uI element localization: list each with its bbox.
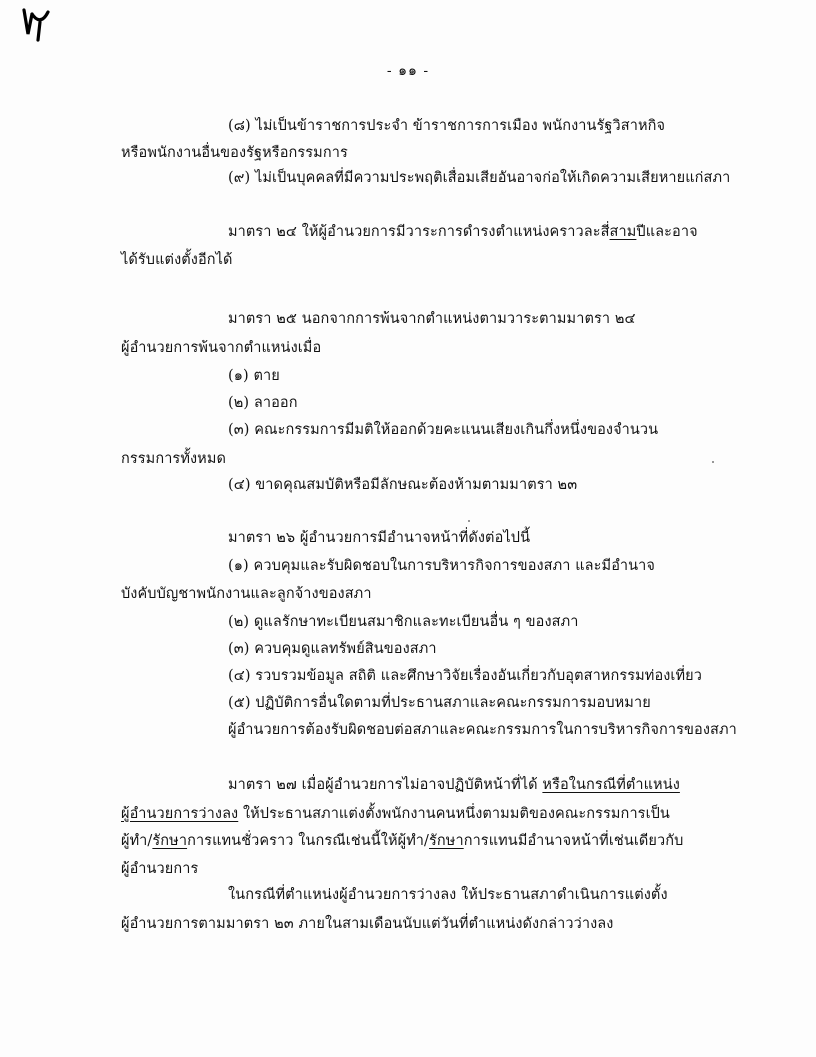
list-item: (๓) คณะกรรมการมีมติให้ออกด้วยคะแนนเสียงเกินกึ่งหนึ่งของจำนวน [228, 422, 659, 438]
underlined-text: ผู้อำนวยการว่างลง [121, 806, 239, 822]
text-line [121, 804, 670, 824]
underlined-text: รักษา [152, 833, 188, 849]
text-line: ผู้อำนวยการพ้นจากตำแหน่งเมื่อ [121, 340, 322, 356]
text-segment: ผู้ทำ/ [121, 833, 153, 849]
text-line: บังคับบัญชาพนักงานและลูกจ้างของสภา [121, 586, 372, 602]
text-segment: การแทนมีอำนาจหน้าที่เช่นเดียวกับ [463, 833, 684, 849]
section-27-line [228, 775, 680, 795]
text-segment: ปีและอาจ [636, 224, 698, 240]
text-line [121, 831, 683, 851]
handwritten-mark [18, 4, 58, 44]
text-segment: มาตรา ๒๔ ให้ผู้อำนวยการมีวาระการดำรงตำแหน่งคราวละสี่ [228, 224, 610, 240]
text-line: (๘) ไม่เป็นข้าราชการประจำ ข้าราชการการเมือง พนักงานรัฐวิสาหกิจ [228, 118, 666, 134]
section-24-line [228, 222, 698, 242]
text-line: กรรมการทั้งหมด [121, 451, 226, 467]
underlined-text: สาม [609, 224, 637, 240]
section-heading: มาตรา ๒๕ นอกจากการพ้นจากตำแหน่งตามวาระตามมาตรา ๒๔ [228, 311, 636, 327]
text-line: หรือพนักงานอื่นของรัฐหรือกรรมการ [121, 145, 348, 161]
scan-speck [712, 461, 714, 463]
list-item: (๑) ตาย [228, 368, 280, 384]
list-item: (๔) ขาดคุณสมบัติหรือมีลักษณะต้องห้ามตามมาตรา ๒๓ [228, 477, 578, 493]
text-line: ผู้อำนวยการ [121, 861, 199, 877]
underlined-text: รักษา [429, 833, 464, 849]
text-line: ผู้อำนวยการต้องรับผิดชอบต่อสภาและคณะกรรมการในการบริหารกิจการของสภา [228, 722, 737, 738]
page-number: - ๑๑ - [386, 63, 430, 79]
text-line: ผู้อำนวยการตามมาตรา ๒๓ ภายในสามเดือนนับแต่วันที่ตำแหน่งดังกล่าวว่างลง [121, 916, 614, 932]
list-item: (๕) ปฏิบัติการอื่นใดตามที่ประธานสภาและคณะกรรมการมอบหมาย [228, 695, 651, 711]
text-segment: มาตรา ๒๗ เมื่อผู้อำนวยการไม่อาจปฏิบัติหน้าที่ได้ [228, 777, 543, 793]
text-segment: การแทนชั่วคราว ในกรณีเช่นนี้ให้ผู้ทำ/ [187, 833, 430, 849]
list-item: (๒) ลาออก [228, 395, 298, 411]
list-item: (๔) รวบรวมข้อมูล สถิติ และศึกษาวิจัยเรื่องอันเกี่ยวกับอุตสาหกรรมท่องเที่ยว [228, 668, 702, 684]
list-item: (๑) ควบคุมและรับผิดชอบในการบริหารกิจการของสภา และมีอำนาจ [228, 558, 656, 574]
text-segment: ให้ประธานสภาแต่งตั้งพนักงานคนหนึ่งตามมติของคณะกรรมการเป็น [238, 806, 670, 822]
text-line: ในกรณีที่ตำแหน่งผู้อำนวยการว่างลง ให้ประธานสภาดำเนินการแต่งตั้ง [228, 887, 668, 903]
section-heading: มาตรา ๒๖ ผู้อำนวยการมีอำนาจหน้าที่ดังต่อไปนี้ [228, 530, 531, 546]
list-item: (๓) ควบคุมดูแลทรัพย์สินของสภา [228, 641, 437, 657]
text-line: (๙) ไม่เป็นบุคคลที่มีความประพฤติเสื่อมเสียอันอาจก่อให้เกิดความเสียหายแก่สภา [228, 170, 731, 186]
text-line: ได้รับแต่งตั้งอีกได้ [121, 252, 233, 268]
underlined-text: หรือในกรณีที่ตำแหน่ง [542, 777, 680, 793]
scan-speck [468, 520, 470, 522]
list-item: (๒) ดูแลรักษาทะเบียนสมาชิกและทะเบียนอื่น ๆ ของสภา [228, 614, 579, 630]
